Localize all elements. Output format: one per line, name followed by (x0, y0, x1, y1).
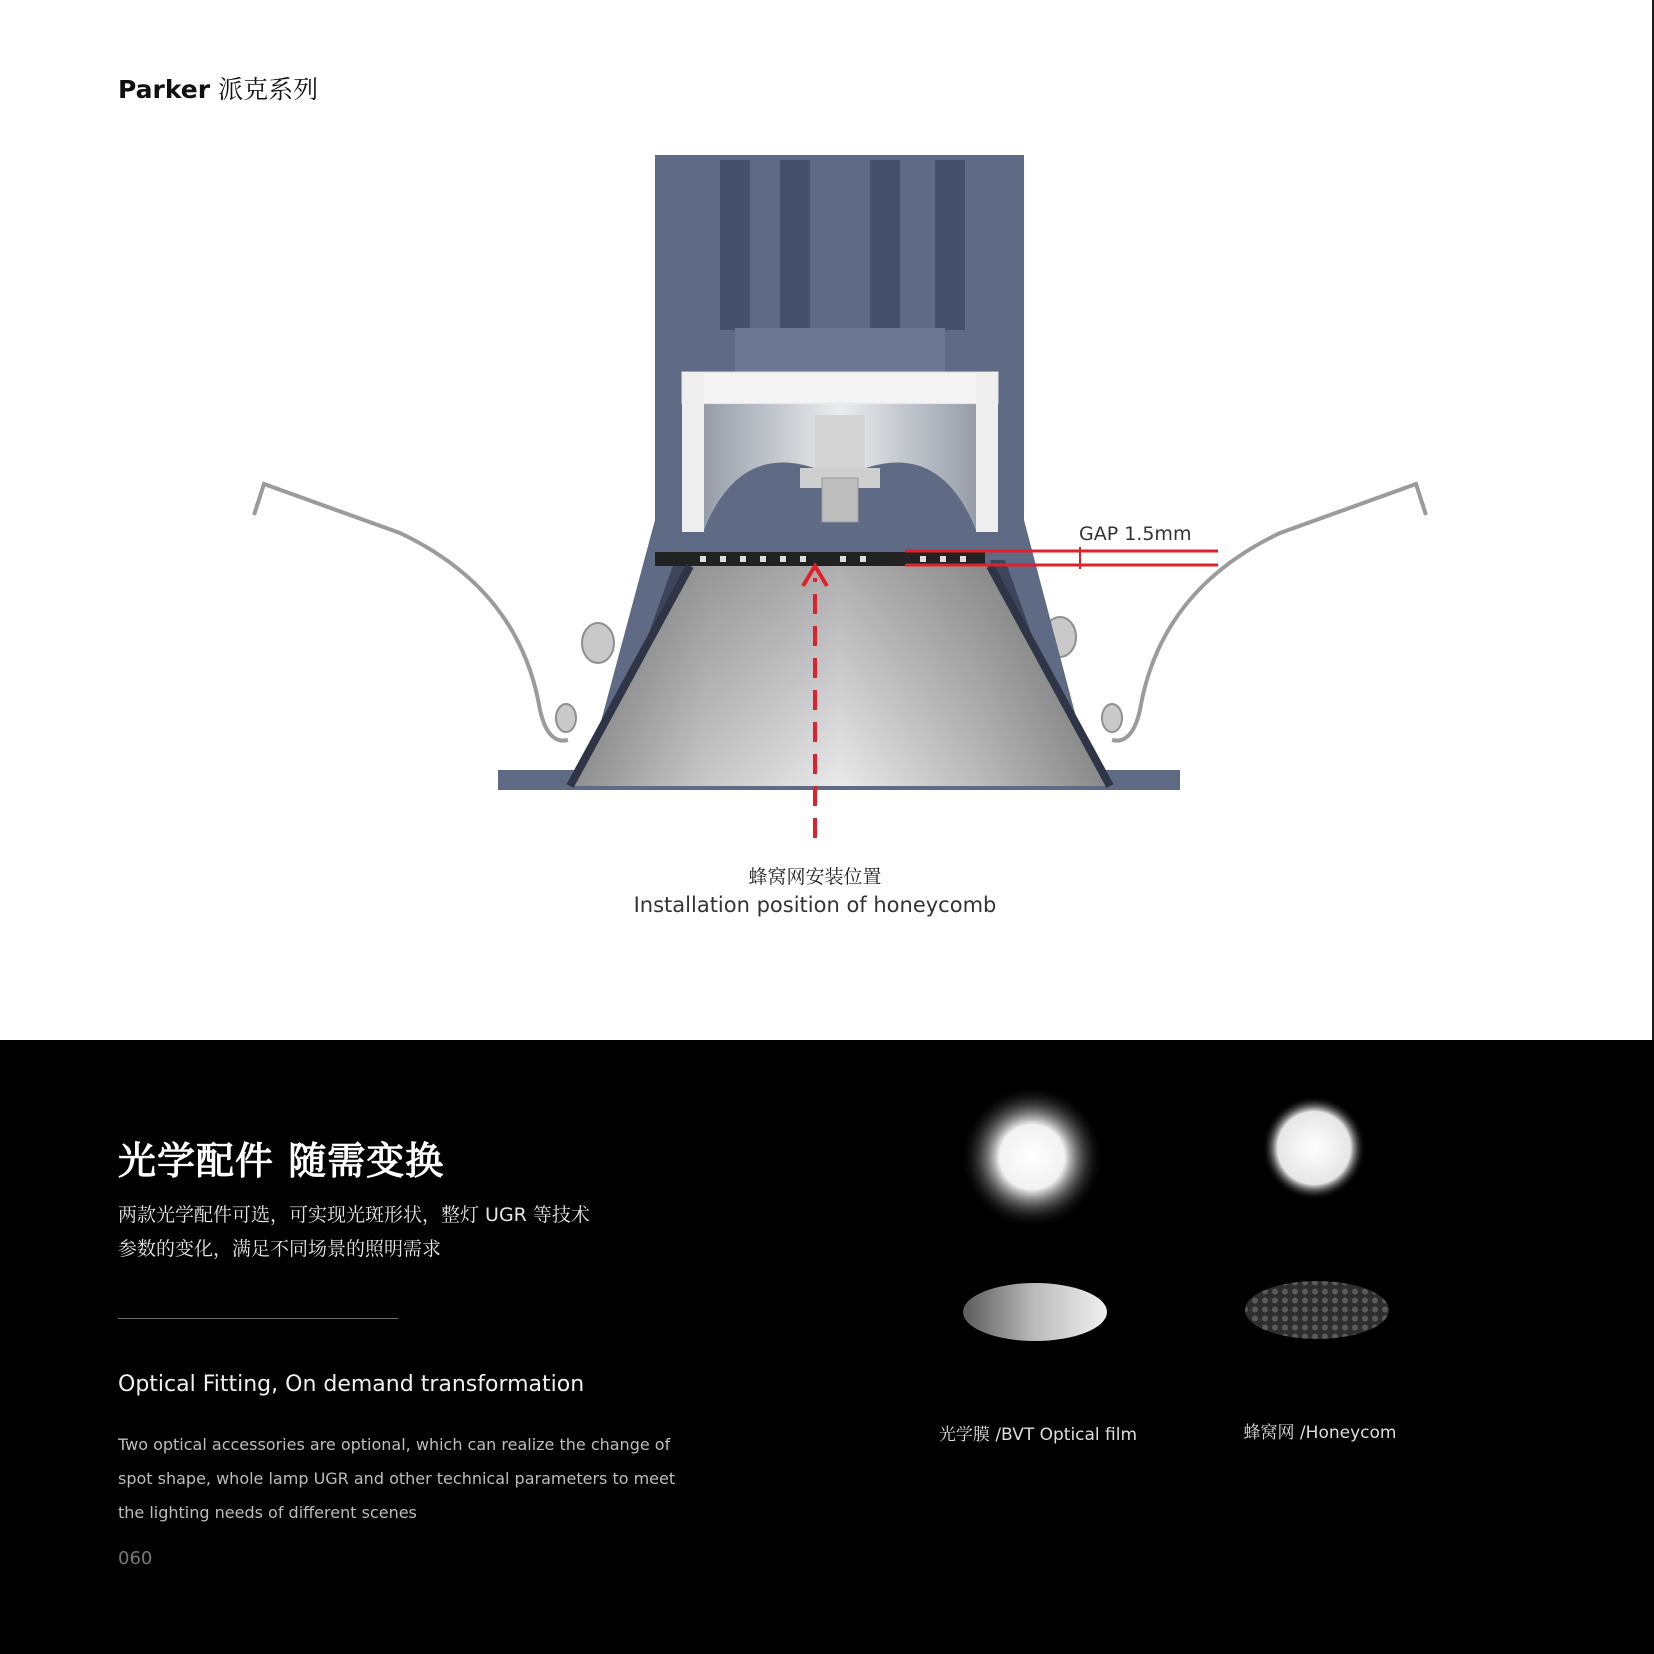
optical-film-light-spot (960, 1085, 1104, 1229)
diagram-caption-en: Installation position of honeycomb (633, 893, 997, 917)
desc-cn-line-1: 两款光学配件可选，可实现光斑形状，整灯 UGR 等技术 (118, 1204, 590, 1226)
section-description-en: Two optical accessories are optional, which can realize the change of spot shape, whole lamp UGR and other technical parameters to meet the lighting needs of different scenes (118, 1435, 676, 1522)
optical-film-label: 光学膜 /BVT Optical film (938, 1425, 1138, 1445)
desc-cn-line-2: 参数的变化，满足不同场景的照明需求 (118, 1238, 442, 1260)
page-number: 060 (118, 1548, 153, 1569)
diagram-caption-cn: 蜂窝网安装位置 (748, 866, 882, 888)
brand-name: Parker (118, 75, 211, 104)
gap-label: GAP 1.5mm (1079, 523, 1192, 545)
series-name-cn: 派克系列 (218, 75, 319, 104)
honeycomb-disc (1245, 1281, 1389, 1339)
honeycomb-light-spot (1262, 1096, 1366, 1200)
section-subtitle-en: Optical Fitting, On demand transformation (118, 1372, 585, 1397)
honeycomb-label: 蜂窝网 /Honeycom (1243, 1423, 1397, 1443)
section-headline: 光学配件 随需变换 (118, 1139, 445, 1183)
optical-film-disc (963, 1283, 1107, 1341)
